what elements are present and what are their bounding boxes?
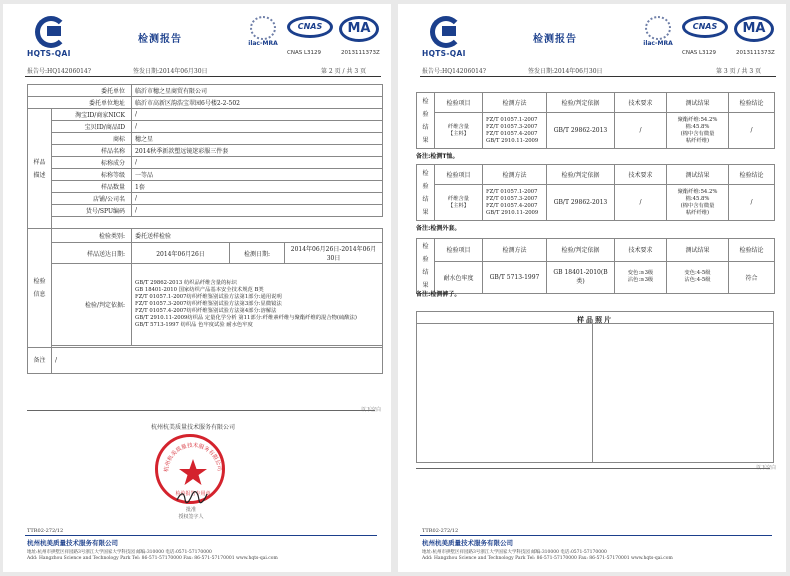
field-value: 2014秋季新款塑远镜迷彩服三件套 <box>132 145 383 157</box>
photo-title: 样品照片 <box>417 312 773 324</box>
table-header-row <box>417 165 775 185</box>
ma-number: 2013111373Z <box>341 50 380 56</box>
footer-company: 杭州杭美质量技术服务有限公司 <box>422 539 513 547</box>
table-row <box>417 261 775 293</box>
form-code: TTR02-272/12 <box>27 528 64 534</box>
cell-requirement: 变色:≥3级 沾色:≥3级 <box>615 261 667 293</box>
column-header: 技术要求 <box>615 165 667 185</box>
cell-requirement: / <box>615 185 667 221</box>
table-row <box>28 121 383 133</box>
table-note-2: 备注:检测外套。 <box>416 225 461 232</box>
results-table-2 <box>416 164 775 221</box>
ma-number: 2013111373Z <box>736 50 775 56</box>
column-header: 测试结果 <box>667 93 729 113</box>
field-label: 委托单位地址 <box>28 97 132 109</box>
seal-core-text: 检验报告专用章 <box>175 491 211 497</box>
field-label: 标称成分 <box>52 157 132 169</box>
field-label: 淘宝ID/商家NICK <box>52 109 132 121</box>
column-header: 测试结果 <box>667 239 729 262</box>
field-label: 样品数量 <box>52 181 132 193</box>
footer-address-en: Add: Hangzhou Science and Technology Park Tel: 86-571-57170000 Fax: 86-571-57170001 www.hqts-qai.com <box>422 556 673 561</box>
column-header: 检验/判定依据 <box>547 239 615 262</box>
column-header: 技术要求 <box>615 93 667 113</box>
field-value-basis: GB/T 29862-2013 纺织品纤维含量的标识 GB 18401-2010 国家纺织产品基本安全技术规范 B类 FZ/T 01057.1-2007纺织纤维鉴别试验方法第1部分:通用说明 FZ/T 01057.3-2007纺织纤维鉴别试验方法第3部分:显微镜法 FZ/T 01057.4-2007纺织纤维鉴别试验方法第4部分:溶解法 GB/T 2910.11-2009纺织品 定量化学分析 第11部分:纤维素纤维与聚酯纤维的混合物(硫酸法) GB/T 5713-1997 纺织品 色牢度试验 耐水色牢度 <box>132 264 383 346</box>
field-label: 样品名称 <box>52 145 132 157</box>
table-row <box>28 169 383 181</box>
table-row <box>28 205 383 217</box>
seal-ring-text: 杭州杭美质量技术服务有限公司 <box>163 442 223 473</box>
remark-label: 备注 <box>28 348 52 374</box>
field-value: / <box>132 205 383 217</box>
field-label: 检测日期: <box>230 243 285 264</box>
table-row <box>28 217 383 229</box>
field-value: 穗之星 <box>132 133 383 145</box>
field-value: 临沂市穗之星商贸有限公司 <box>132 85 383 97</box>
field-label: 宝贝ID/商品ID <box>52 121 132 133</box>
cma-logo: MA <box>734 16 780 46</box>
end-rule <box>27 410 375 411</box>
column-header: 检测方法 <box>483 93 547 113</box>
column-header: 测试结果 <box>667 165 729 185</box>
group-label-inspection: 检验信息 <box>28 229 52 348</box>
sample-info-table <box>27 84 383 374</box>
column-header: 检测方法 <box>483 165 547 185</box>
field-value: / <box>132 109 383 121</box>
cnas-number: CNAS L3129 <box>682 50 717 56</box>
field-value: / <box>132 121 383 133</box>
footer-address: 地址:杭州市拱墅区祥园路3号浙江大学国家大学科技园 邮编:310000 电话:0571-57170000 <box>27 550 212 555</box>
cell-requirement: / <box>615 113 667 149</box>
spacer <box>52 217 383 229</box>
cell-basis: GB/T 29862-2013 <box>547 185 615 221</box>
cma-logo: MA <box>339 16 385 46</box>
column-header: 检验/判定依据 <box>547 165 615 185</box>
field-label: 样品送达日期: <box>52 243 132 264</box>
field-value: 委托送样检验 <box>132 229 383 243</box>
field-value: 2014年06月26日-2014年06月30日 <box>285 243 383 264</box>
group-label: 检验结果 <box>417 239 435 294</box>
field-value: 1套 <box>132 181 383 193</box>
table-row <box>28 264 383 346</box>
cell-conclusion: 符合 <box>729 261 775 293</box>
company-name: 杭州杭美质量技术服务有限公司 <box>150 424 235 431</box>
end-rule <box>416 468 770 469</box>
table-row <box>28 85 383 97</box>
report-header <box>3 4 391 78</box>
page-counter: 第 2 页 / 共 3 页 <box>321 68 367 75</box>
table-row <box>28 348 383 374</box>
logo-bar-icon <box>442 26 456 36</box>
table-row <box>28 157 383 169</box>
sample-photo-box <box>416 311 774 463</box>
cell-conclusion: / <box>729 185 775 221</box>
column-header: 检验项目 <box>435 165 483 185</box>
field-label: 店铺/公司名 <box>52 193 132 205</box>
issue-date: 签发日期:2014年06月30日 <box>133 68 208 75</box>
signature-title: 批准 <box>185 507 196 513</box>
hqts-logo <box>422 16 472 58</box>
field-label: 货号/SPU编码 <box>52 205 132 217</box>
cert-marks <box>636 16 782 56</box>
table-note-1: 备注:检测T恤。 <box>416 153 459 160</box>
group-label-sample: 样品描述 <box>28 109 52 229</box>
report-page-2 <box>3 4 391 572</box>
table-row <box>28 193 383 205</box>
table-header-row <box>417 93 775 113</box>
end-note: 以下空白 <box>360 407 381 413</box>
cert-marks <box>241 16 387 56</box>
cell-item: 纤维含量 【主料】 <box>435 113 483 149</box>
table-row <box>28 243 383 264</box>
footer-address: 地址:杭州市拱墅区祥园路3号浙江大学国家大学科技园 邮编:310000 电话:0571-57170000 <box>422 550 607 555</box>
column-header: 检验项目 <box>435 93 483 113</box>
table-header-row <box>417 239 775 262</box>
column-header: 检验/判定依据 <box>547 93 615 113</box>
cell-result: 聚酯纤维:54.2% 棉:45.8% (棉中含有微量 粘纤纤维) <box>667 113 729 149</box>
report-number: 报告号:HQ14206014? <box>422 68 486 75</box>
column-header: 检验结论 <box>729 93 775 113</box>
field-label: 检验/判定依据: <box>52 264 132 346</box>
footer-rule <box>420 535 772 536</box>
page-title: 检测报告 <box>533 34 577 45</box>
ilac-mra-logo: ilac-MRA <box>636 16 680 46</box>
field-label: 委托单位 <box>28 85 132 97</box>
footer-company: 杭州杭美质量技术服务有限公司 <box>27 539 118 547</box>
form-code: TTR02-272/12 <box>422 528 459 534</box>
column-header: 检测方法 <box>483 239 547 262</box>
cell-basis: GB 18401-2010(B类) <box>547 261 615 293</box>
column-header: 检验结论 <box>729 239 775 262</box>
table-row <box>28 109 383 121</box>
photo-divider <box>592 324 593 462</box>
cell-conclusion: / <box>729 113 775 149</box>
field-value: 2014年06月26日 <box>132 243 230 264</box>
table-row <box>417 113 775 149</box>
footer-address-en: Add: Hangzhou Science and Technology Park Tel: 86-571-57170000 Fax: 86-571-57170001 www.hqts-qai.com <box>27 556 278 561</box>
hqts-logo <box>27 16 77 58</box>
cnas-number: CNAS L3129 <box>287 50 322 56</box>
cell-result: 聚酯纤维:54.2% 棉:45.8% (棉中含有微量 粘纤纤维) <box>667 185 729 221</box>
cell-method: GB/T 5713-1997 <box>483 261 547 293</box>
cell-result: 变色:4-5级 沾色:4-5级 <box>667 261 729 293</box>
field-value: / <box>132 193 383 205</box>
cnas-logo: CNAS <box>682 16 730 46</box>
report-header <box>398 4 786 78</box>
page-title: 检测报告 <box>138 34 182 45</box>
table-note-3: 备注:检测裤子。 <box>416 291 461 298</box>
table-row <box>417 185 775 221</box>
globe-icon <box>645 16 671 40</box>
results-table-3 <box>416 238 775 294</box>
cell-item: 耐水色牢度 <box>435 261 483 293</box>
table-row <box>28 97 383 109</box>
logo-text: HQTS-QAI <box>422 49 466 58</box>
table-row <box>28 181 383 193</box>
logo-text: HQTS-QAI <box>27 49 71 58</box>
field-value: 临沂市高新区韵浩宝翠园6号楼2-2-502 <box>132 97 383 109</box>
results-table-1 <box>416 92 775 149</box>
cell-basis: GB/T 29862-2013 <box>547 113 615 149</box>
table-row <box>28 229 383 243</box>
field-label: 商标 <box>52 133 132 145</box>
header-rule <box>25 76 381 77</box>
group-label: 检验结果 <box>417 165 435 221</box>
signature-icon <box>175 490 209 504</box>
ilac-mra-logo: ilac-MRA <box>241 16 285 46</box>
cnas-logo: CNAS <box>287 16 335 46</box>
column-header: 技术要求 <box>615 239 667 262</box>
remark-value: / <box>52 348 383 374</box>
group-label: 检验结果 <box>417 93 435 149</box>
page-counter: 第 3 页 / 共 3 页 <box>716 68 762 75</box>
end-note: 以下空白 <box>755 465 776 471</box>
column-header: 检验项目 <box>435 239 483 262</box>
report-page-3 <box>398 4 786 572</box>
globe-icon <box>250 16 276 40</box>
field-label: 标称等级 <box>52 169 132 181</box>
logo-bar-icon <box>47 26 61 36</box>
footer-rule <box>25 535 377 536</box>
issue-date: 签发日期:2014年06月30日 <box>528 68 603 75</box>
table-row <box>28 133 383 145</box>
cell-method: FZ/T 01057.1-2007 FZ/T 01057.3-2007 FZ/T 01057.4-2007 GB/T 2910.11-2009 <box>483 185 547 221</box>
field-value: / <box>132 157 383 169</box>
header-rule <box>420 76 776 77</box>
field-value: 一等品 <box>132 169 383 181</box>
signatory-label: 授权签字人 <box>178 514 204 520</box>
cell-item: 纤维含量 【主料】 <box>435 185 483 221</box>
report-number: 报告号:HQ14206014? <box>27 68 91 75</box>
table-row <box>28 145 383 157</box>
field-label: 检验类别: <box>52 229 132 243</box>
cell-method: FZ/T 01057.1-2007 FZ/T 01057.3-2007 FZ/T 01057.4-2007 GB/T 2910.11-2009 <box>483 113 547 149</box>
column-header: 检验结论 <box>729 165 775 185</box>
